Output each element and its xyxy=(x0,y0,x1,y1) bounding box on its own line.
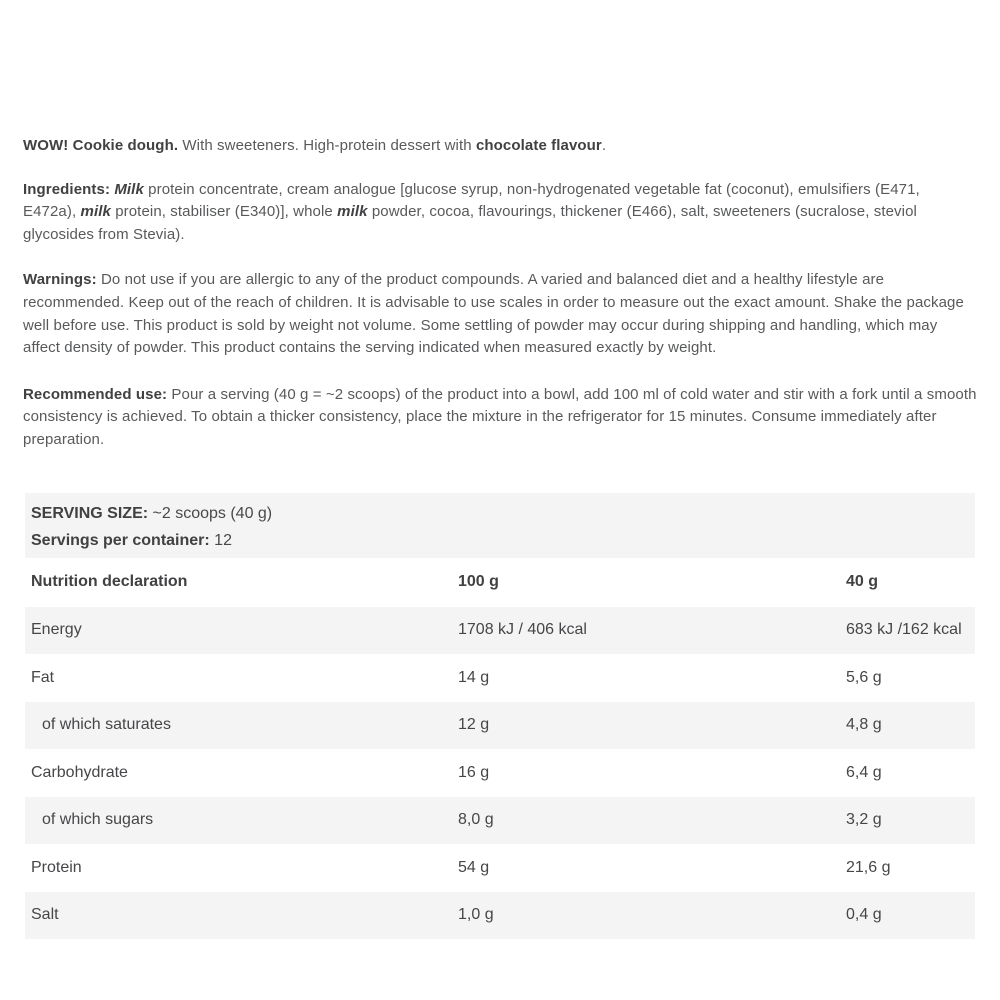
table-row-saturates xyxy=(25,702,975,750)
warnings-label: Warnings: xyxy=(23,271,101,289)
servings-per-container-line xyxy=(31,527,975,554)
header-per-100g: 100 g xyxy=(458,573,499,591)
nutrient-label: Fat xyxy=(31,668,55,686)
value-per-100g: 16 g xyxy=(458,763,490,781)
value-per-100g: 1,0 g xyxy=(458,906,494,924)
recommended-use-text: Pour a serving (40 g = ~2 scoops) of the product into a bowl, add 100 ml of cold water and stir with a fork until a smooth consistency is achieved. To obtain a thicker consistency, place the mixture in the refrigerator for 15 minutes. Consume immediately after preparation. xyxy=(23,385,977,448)
value-per-40g: 3,2 g xyxy=(846,811,882,829)
intro-end: . xyxy=(601,137,607,154)
value-per-40g: 4,8 g xyxy=(846,716,882,734)
serving-size-value: ~2 scoops (40 g) xyxy=(148,504,273,522)
allergen-milk-1: Milk xyxy=(114,180,144,198)
header-per-40g: 40 g xyxy=(846,573,879,591)
servings-per-container-label: Servings per container: xyxy=(31,531,210,549)
ingredients-text-2: protein, stabiliser (E340)], whole xyxy=(110,203,338,221)
table-row-fat xyxy=(25,654,975,702)
intro-text: With sweeteners. High-protein dessert with xyxy=(178,137,476,154)
value-per-100g: 8,0 g xyxy=(458,811,494,829)
flavour-name: chocolate flavour xyxy=(475,137,602,154)
product-name: WOW! Cookie dough. xyxy=(23,137,179,154)
product-intro-paragraph xyxy=(23,135,977,158)
recommended-use-label: Recommended use: xyxy=(23,385,172,403)
table-row-sugars xyxy=(25,797,975,845)
value-per-100g: 1708 kJ / 406 kcal xyxy=(458,621,587,639)
value-per-100g: 14 g xyxy=(458,668,490,686)
table-row-salt xyxy=(25,892,975,940)
nutrient-label: of which sugars xyxy=(42,811,154,829)
description-section xyxy=(0,135,1000,452)
nutrient-label: Protein xyxy=(31,858,82,876)
table-row-carbohydrate xyxy=(25,749,975,797)
warnings-text: Do not use if you are allergic to any of the product compounds. A varied and balanced diet and a healthy lifestyle are recommended. Keep out of the reach of children. It is advisable to use scales in order to measure out the exact amount. Shake the package well before use. This product is sold by weight not volume. Some settling of powder may occur during shipping and handling, which may affect density of powder. This product contains the serving indicated when measured exactly by weight. xyxy=(23,271,964,357)
ingredients-paragraph xyxy=(23,179,977,247)
ingredients-text-1: protein concentrate, cream analogue [glucose syrup, non-hydrogenated vegetable fat (coconut), emulsifiers (E471, E472a), xyxy=(23,180,920,221)
servings-per-container-value: 12 xyxy=(209,531,232,549)
nutrient-label: Energy xyxy=(31,621,82,639)
serving-size-label: SERVING SIZE: xyxy=(31,504,149,522)
value-per-40g: 21,6 g xyxy=(846,858,891,876)
nutrient-label: Salt xyxy=(31,906,59,924)
allergen-milk-2: milk xyxy=(80,203,111,221)
nutrient-label: of which saturates xyxy=(42,716,171,734)
recommended-use-paragraph xyxy=(23,384,977,452)
table-row-energy xyxy=(25,607,975,655)
table-row-protein xyxy=(25,844,975,892)
value-per-40g: 683 kJ /162 kcal xyxy=(846,621,962,639)
header-nutrition-declaration: Nutrition declaration xyxy=(31,573,188,591)
ingredients-label: Ingredients: xyxy=(23,180,115,198)
value-per-40g: 0,4 g xyxy=(846,906,882,924)
nutrition-table xyxy=(25,558,975,940)
serving-size-block xyxy=(25,493,975,558)
allergen-milk-3: milk xyxy=(337,203,368,221)
warnings-paragraph xyxy=(23,269,977,359)
value-per-40g: 6,4 g xyxy=(846,763,882,781)
serving-size-line xyxy=(31,500,975,527)
nutrient-label: Carbohydrate xyxy=(31,763,128,781)
ingredients-text-3: powder, cocoa, flavourings, thickener (E466), salt, sweeteners (sucralose, steviol glycosides from Stevia). xyxy=(23,203,917,243)
value-per-100g: 12 g xyxy=(458,716,490,734)
value-per-40g: 5,6 g xyxy=(846,668,882,686)
nutrition-table-header-row xyxy=(25,558,975,607)
value-per-100g: 54 g xyxy=(458,858,490,876)
